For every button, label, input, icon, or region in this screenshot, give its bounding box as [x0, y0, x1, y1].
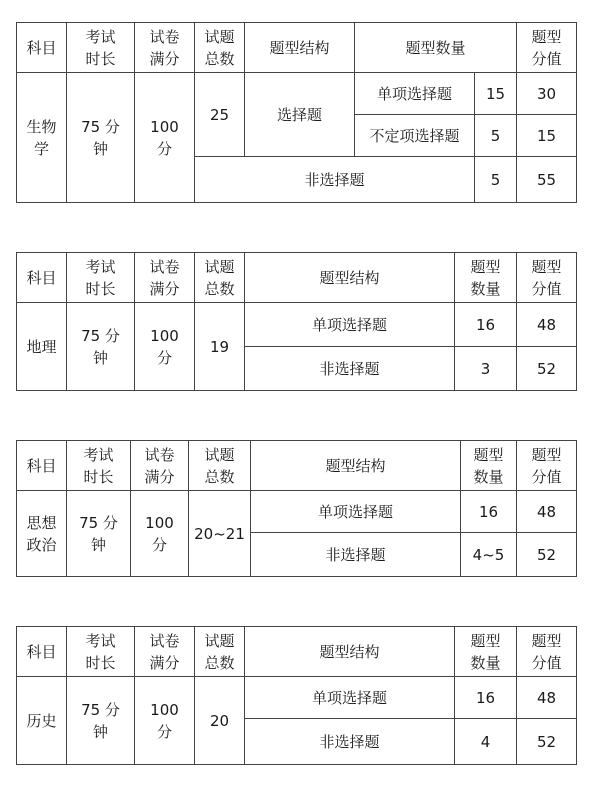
header-full-score: 试卷 满分	[135, 627, 195, 677]
type-cell: 非选择题	[251, 533, 461, 577]
header-subject: 科目	[17, 23, 67, 73]
value-cell: 52	[517, 533, 577, 577]
header-duration: 考试 时长	[67, 253, 135, 303]
count-cell: 16	[455, 677, 517, 719]
header-subject: 科目	[17, 627, 67, 677]
value-cell: 48	[517, 677, 577, 719]
count-cell: 16	[461, 491, 517, 533]
value-cell: 15	[517, 115, 577, 157]
group-label-cell: 选择题	[245, 73, 355, 157]
count-cell: 5	[475, 157, 517, 203]
duration-cell: 75 分 钟	[67, 73, 135, 203]
header-structure: 题型结构	[245, 23, 355, 73]
header-full-score: 试卷 满分	[135, 253, 195, 303]
header-structure: 题型结构	[245, 253, 455, 303]
value-cell: 52	[517, 347, 577, 391]
duration-cell: 75 分 钟	[67, 491, 131, 577]
header-total: 试题 总数	[195, 627, 245, 677]
header-value: 题型 分值	[517, 253, 577, 303]
count-cell: 5	[475, 115, 517, 157]
type-cell: 非选择题	[195, 157, 475, 203]
total-cell: 20	[195, 677, 245, 765]
total-cell: 20~21	[189, 491, 251, 577]
header-duration: 考试 时长	[67, 627, 135, 677]
count-cell: 15	[475, 73, 517, 115]
subject-cell: 思想 政治	[17, 491, 67, 577]
biology-exam-table	[16, 22, 577, 203]
header-subject: 科目	[17, 253, 67, 303]
header-subject: 科目	[17, 441, 67, 491]
total-cell: 19	[195, 303, 245, 391]
header-total: 试题 总数	[195, 253, 245, 303]
type-cell: 单项选择题	[355, 73, 475, 115]
header-full-score: 试卷 满分	[131, 441, 189, 491]
subject-cell: 历史	[17, 677, 67, 765]
header-value: 题型 分值	[517, 23, 577, 73]
type-cell: 非选择题	[245, 719, 455, 765]
value-cell: 55	[517, 157, 577, 203]
header-count: 题型 数量	[455, 627, 517, 677]
subject-cell: 生物 学	[17, 73, 67, 203]
subject-cell: 地理	[17, 303, 67, 391]
header-value: 题型 分值	[517, 627, 577, 677]
header-value: 题型 分值	[517, 441, 577, 491]
header-structure: 题型结构	[245, 627, 455, 677]
count-cell: 16	[455, 303, 517, 347]
header-count: 题型 数量	[455, 253, 517, 303]
duration-cell: 75 分 钟	[67, 303, 135, 391]
type-cell: 单项选择题	[245, 303, 455, 347]
header-count: 题型数量	[355, 23, 517, 73]
value-cell: 52	[517, 719, 577, 765]
full-score-cell: 100 分	[131, 491, 189, 577]
full-score-cell: 100 分	[135, 73, 195, 203]
type-cell: 非选择题	[245, 347, 455, 391]
value-cell: 30	[517, 73, 577, 115]
full-score-cell: 100 分	[135, 303, 195, 391]
duration-cell: 75 分 钟	[67, 677, 135, 765]
politics-exam-table	[16, 440, 577, 577]
header-structure: 题型结构	[251, 441, 461, 491]
value-cell: 48	[517, 303, 577, 347]
header-full-score: 试卷 满分	[135, 23, 195, 73]
count-cell: 4	[455, 719, 517, 765]
header-duration: 考试 时长	[67, 441, 131, 491]
header-count: 题型 数量	[461, 441, 517, 491]
geography-exam-table	[16, 252, 577, 391]
header-duration: 考试 时长	[67, 23, 135, 73]
type-cell: 单项选择题	[251, 491, 461, 533]
type-cell: 单项选择题	[245, 677, 455, 719]
full-score-cell: 100 分	[135, 677, 195, 765]
header-total: 试题 总数	[195, 23, 245, 73]
type-cell: 不定项选择题	[355, 115, 475, 157]
history-exam-table	[16, 626, 577, 765]
header-total: 试题 总数	[189, 441, 251, 491]
count-cell: 4~5	[461, 533, 517, 577]
value-cell: 48	[517, 491, 577, 533]
total-cell: 25	[195, 73, 245, 157]
count-cell: 3	[455, 347, 517, 391]
